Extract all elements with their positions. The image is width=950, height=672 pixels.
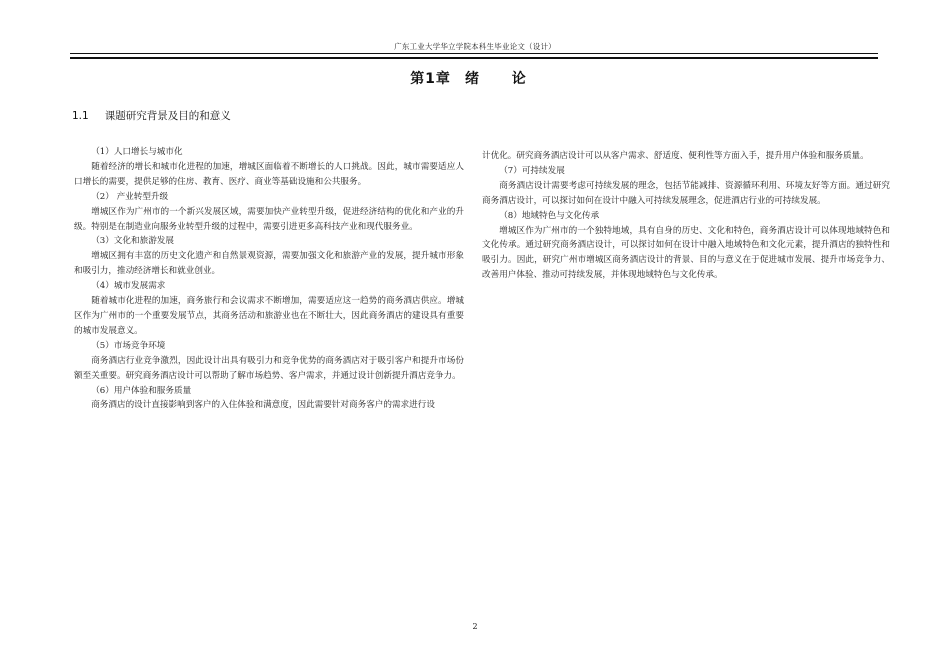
subheading-1: （1）人口增长与城市化 [91, 147, 183, 157]
section-heading [72, 108, 231, 123]
left-column [74, 145, 464, 413]
subheading-5: （5）市场竞争环境 [91, 340, 166, 351]
running-header: 广东工业大学华立学院本科生毕业论文（设计） [394, 42, 556, 51]
subheading-4: （4）城市发展需求 [91, 281, 166, 292]
header-rule-thick [70, 57, 878, 59]
paragraph: 随着经济的增长和城市化进程的加速，增城区面临着不断增长的人口挑战。因此，城市需要适应人口增长的需要，提供足够的住房、教育、医疗、商业等基础设施和公共服务。 [74, 161, 464, 187]
paragraph: 增城区拥有丰富的历史文化遗产和自然景观资源，需要加强文化和旅游产业的发展，提升城市形象和吸引力，推动经济增长和就业创业。 [74, 251, 464, 277]
subheading-2: （2） 产业转型升级 [91, 191, 169, 202]
header-rule-thin [70, 53, 878, 54]
section-title: 课题研究背景及目的和意义 [104, 110, 231, 122]
subheading-8: （8）地域特色与文化传承 [499, 210, 600, 221]
chapter-title [0, 68, 950, 88]
subheading-7: （7）可持续发展 [499, 165, 565, 176]
right-column [482, 149, 890, 283]
subheading-6: （6）用户体验和服务质量 [91, 385, 192, 396]
paragraph: 商务酒店设计需要考虑可持续发展的理念，包括节能减排、资源循环利用、环境友好等方面。通过研究商务酒店设计，可以探讨如何在设计中融入可持续发展理念，促进酒店行业的可持续发展。 [482, 180, 890, 206]
subheading-3: （3）文化和旅游发展 [91, 236, 174, 247]
paragraph: 增城区作为广州市的一个新兴发展区域，需要加快产业转型升级，促进经济结构的优化和产业的升级。特别是在制造业向服务业转型升级的过程中，需要引进更多高科技产业和现代服务业。 [74, 206, 464, 232]
paragraph: 增城区作为广州市的一个独特地域，具有自身的历史、文化和特色，商务酒店设计可以体现地域特色和文化传承。通过研究商务酒店设计，可以探讨如何在设计中融入地域特色和文化元素，提升酒店的独特性和吸引力。因此，研究广州市增城区商务酒店设计的背景、目的与意义在于促进城市发展、提升市场竞争力、改善用户体验、推动可持续发展，并体现地域特色与文化传承。 [482, 225, 890, 281]
paragraph: 商务酒店的设计直接影响到客户的入住体验和满意度，因此需要针对商务客户的需求进行设 [91, 400, 435, 411]
paragraph-continued: 计优化。研究商务酒店设计可以从客户需求、舒适度、便利性等方面入手，提升用户体验和服务质量。 [482, 151, 869, 161]
chapter-title-text: 绪 论 [464, 71, 540, 87]
paragraph: 随着城市化进程的加速，商务旅行和会议需求不断增加，需要适应这一趋势的商务酒店供应。增城区作为广州市的一个重要发展节点，其商务活动和旅游业也在不断壮大，因此商务酒店的建设具有重要的城市发展意义。 [74, 296, 464, 336]
section-number: 1.1 [72, 110, 89, 122]
chapter-number: 第1章 [410, 71, 451, 87]
paragraph: 商务酒店行业竞争激烈，因此设计出具有吸引力和竞争优势的商务酒店对于吸引客户和提升市场份额至关重要。研究商务酒店设计可以帮助了解市场趋势、客户需求，并通过设计创新提升酒店竞争力。 [74, 355, 464, 381]
page-number: 2 [472, 622, 478, 631]
